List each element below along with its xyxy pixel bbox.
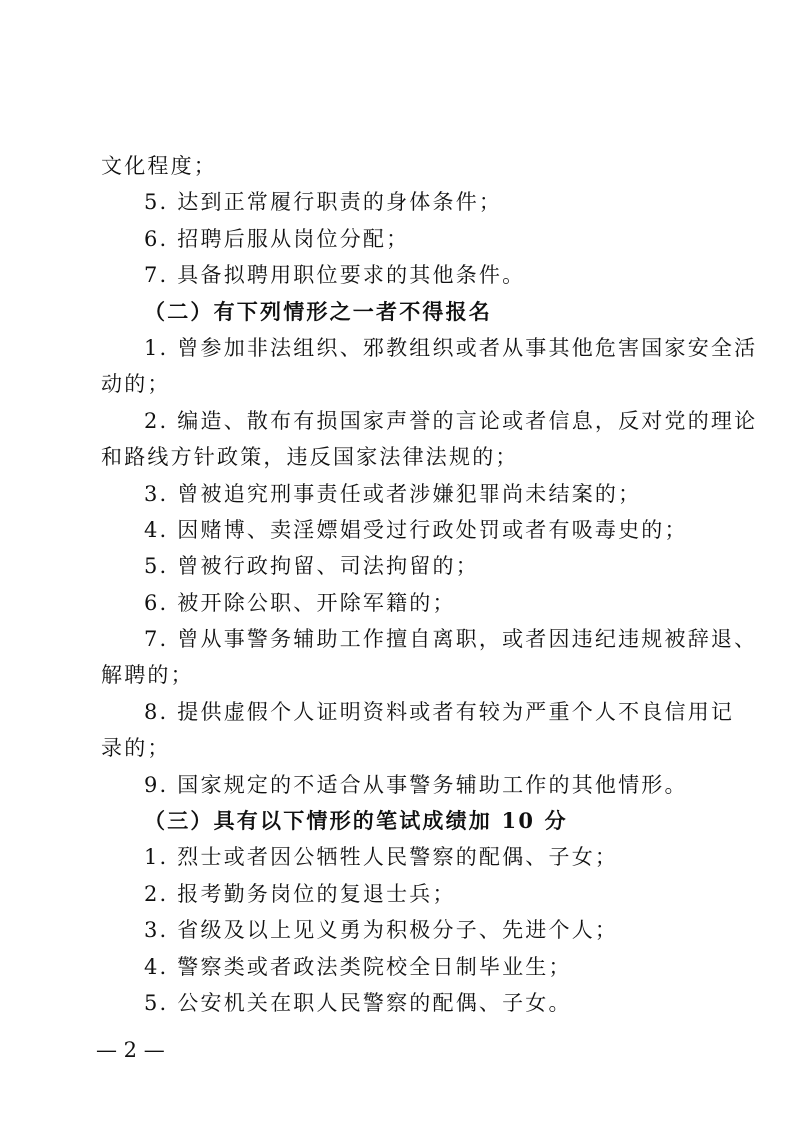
page-number: — 2 —: [96, 1038, 165, 1062]
list-item: 2. 报考勤务岗位的复退士兵；: [144, 881, 456, 906]
list-item: 5. 曾被行政拘留、司法拘留的；: [144, 554, 479, 579]
list-item: 3. 曾被追究刑事责任或者涉嫌犯罪尚未结案的；: [144, 481, 642, 506]
section-heading: （三）具有以下情形的笔试成绩加 10 分: [144, 808, 568, 834]
list-item-continuation: 和路线方针政策，违反国家法律法规的；: [101, 445, 519, 470]
list-item: 8. 提供虚假个人证明资料或者有较为严重个人不良信用记: [144, 699, 735, 724]
text-line: 文化程度；: [101, 154, 217, 178]
list-item: 6. 招聘后服从岗位分配；: [144, 226, 410, 251]
document-body: [101, 148, 758, 1021]
list-item: 2. 编造、散布有损国家声誉的言论或者信息，反对党的理论: [144, 408, 758, 433]
list-item: 5. 达到正常履行职责的身体条件；: [144, 190, 503, 215]
list-item: 4. 因赌博、卖淫嫖娼受过行政处罚或者有吸毒史的；: [144, 517, 688, 542]
list-item-continuation: 解聘的；: [101, 663, 194, 688]
list-item-continuation: 录的；: [101, 736, 171, 761]
list-item-continuation: 动的；: [101, 372, 171, 397]
list-item: 7. 具备拟聘用职位要求的其他条件。: [144, 263, 526, 288]
list-item: 1. 曾参加非法组织、邪教组织或者从事其他危害国家安全活: [144, 335, 758, 360]
list-item: 7. 曾从事警务辅助工作擅自离职，或者因违纪违规被辞退、: [144, 627, 758, 652]
list-item: 6. 被开除公职、开除军籍的；: [144, 590, 456, 615]
list-item: 3. 省级及以上见义勇为积极分子、先进个人；: [144, 918, 619, 943]
section-heading: （二）有下列情形之一者不得报名: [144, 298, 492, 324]
list-item: 1. 烈士或者因公牺牲人民警察的配偶、子女；: [144, 845, 619, 870]
list-item: 4. 警察类或者政法类院校全日制毕业生；: [144, 954, 572, 979]
list-item: 9. 国家规定的不适合从事警务辅助工作的其他情形。: [144, 772, 688, 797]
list-item: 5. 公安机关在职人民警察的配偶、子女。: [144, 990, 572, 1015]
